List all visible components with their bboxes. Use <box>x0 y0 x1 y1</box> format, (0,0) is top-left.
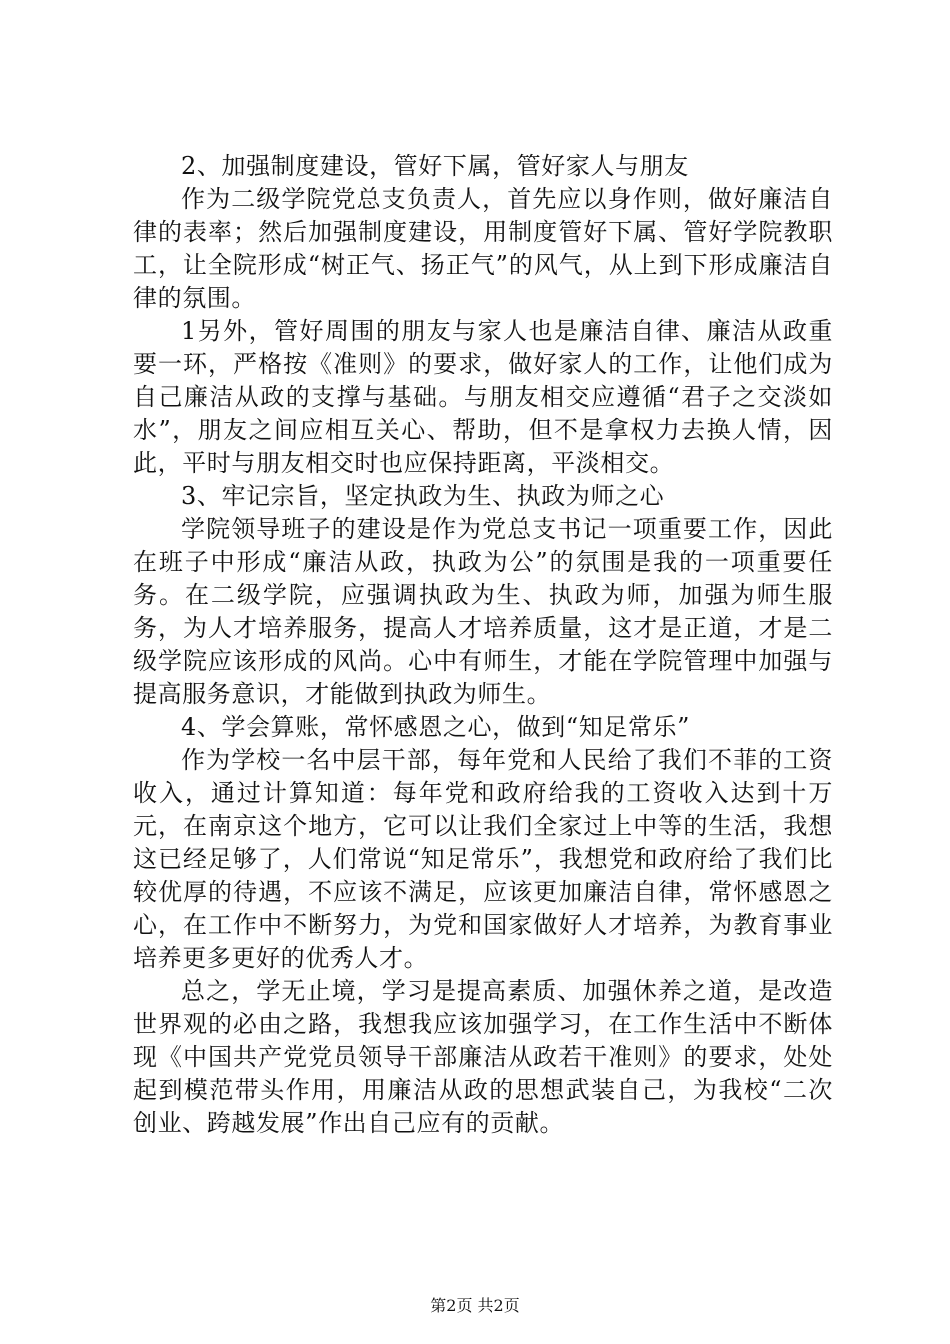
page-number: 第2页 共2页 <box>430 1296 520 1315</box>
paragraph: 作为二级学院党总支负责人，首先应以身作则，做好廉洁自律的表率；然后加强制度建设，用制度管好下属、管好学院教职工，让全院形成“树正气、扬正气”的风气，从上到下形成廉洁自律的氛围。 <box>133 185 833 312</box>
paragraph: 1另外，管好周围的朋友与家人也是廉洁自律、廉洁从政重要一环，严格按《准则》的要求，做好家人的工作，让他们成为自己廉洁从政的支撑与基础。与朋友相交应遵循“君子之交淡如水”，朋友之间应相互关心、帮助，但不是拿权力去换人情，因此，平时与朋友相交时也应保持距离，平淡相交。 <box>133 317 833 477</box>
paragraph: 学院领导班子的建设是作为党总支书记一项重要工作，因此在班子中形成“廉洁从政，执政为公”的氛围是我的一项重要任务。在二级学院，应强调执政为生、执政为师，加强为师生服务，为人才培养服务，提高人才培养质量，这才是正道，才是二级学院应该形成的风尚。心中有师生，才能在学院管理中加强与提高服务意识，才能做到执政为师生。 <box>133 515 833 708</box>
conclusion-paragraph: 总之，学无止境，学习是提高素质、加强休养之道，是改造世界观的必由之路，我想我应该加强学习，在工作生活中不断体现《中国共产党党员领导干部廉洁从政若干准则》的要求，处处起到模范带头作用，用廉洁从政的思想武装自己，为我校“二次创业、跨越发展”作出自己应有的贡献。 <box>133 977 833 1137</box>
heading-2: 2、加强制度建设，管好下属，管好家人与朋友 <box>181 152 689 180</box>
paragraph: 作为学校一名中层干部，每年党和人民给了我们不菲的工资收入，通过计算知道：每年党和政府给我的工资收入达到十万元，在南京这个地方，它可以让我们全家过上中等的生活，我想这已经足够了，人们常说“知足常乐”，我想党和政府给了我们比较优厚的待遇，不应该不满足，应该更加廉洁自律，常怀感恩之心，在工作中不断努力，为党和国家做好人才培养，为教育事业培养更多更好的优秀人才。 <box>133 746 833 972</box>
heading-4: 4、学会算账，常怀感恩之心，做到“知足常乐” <box>181 713 691 741</box>
heading-3: 3、牢记宗旨，坚定执政为生、执政为师之心 <box>181 482 665 510</box>
page-footer <box>0 1296 950 1316</box>
document-body <box>133 150 833 1140</box>
